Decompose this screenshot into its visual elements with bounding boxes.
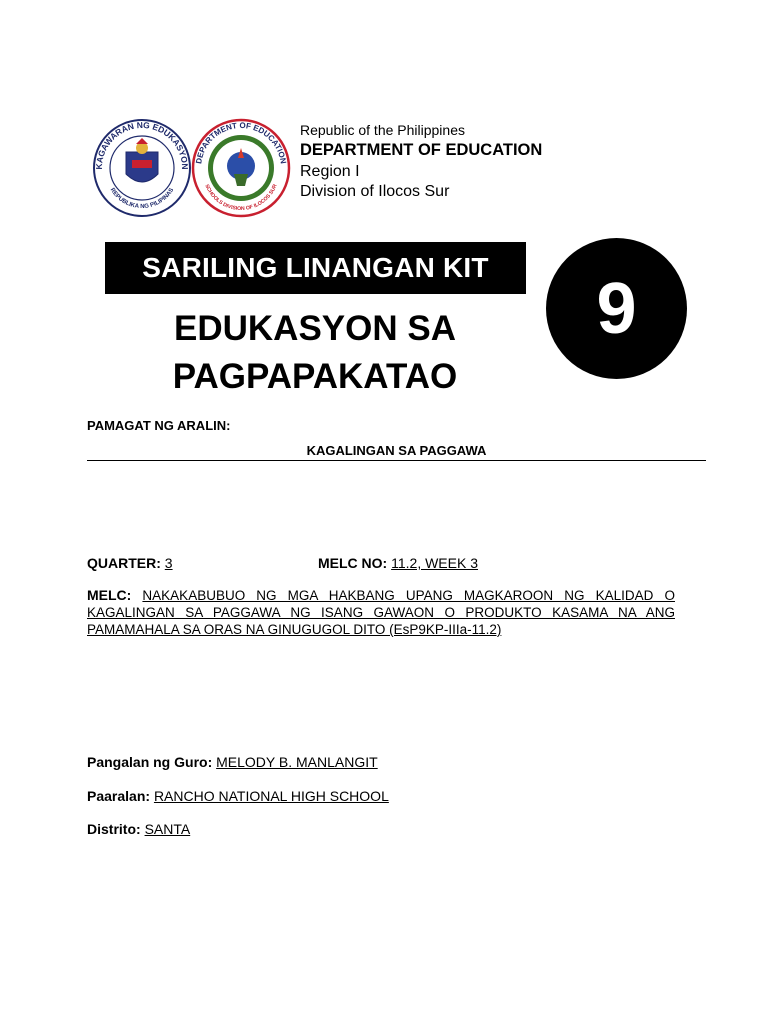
lesson-title-value: KAGALINGAN SA PAGGAWA <box>306 443 487 458</box>
division-seal-lettering <box>191 118 291 218</box>
letterhead-department: DEPARTMENT OF EDUCATION <box>300 141 543 159</box>
teacher-value: MELODY B. MANLANGIT <box>216 754 378 770</box>
teacher-field <box>87 754 378 770</box>
school-field <box>87 788 389 804</box>
svg-text:DEPARTMENT OF EDUCATION <box>194 121 288 165</box>
school-value: RANCHO NATIONAL HIGH SCHOOL <box>153 788 389 804</box>
svg-text:REPUBLIKA NG PILIPINAS <box>109 187 176 210</box>
kit-title-banner: SARILING LINANGAN KIT <box>105 242 526 294</box>
melc-no-value: 11.2, WEEK 3 <box>391 555 479 571</box>
subject-title-line2: PAGPAPAKATAO <box>172 357 458 396</box>
subject-title <box>108 305 522 401</box>
deped-seal-bottom-text: REPUBLIKA NG PILIPINAS <box>108 187 176 211</box>
lesson-title-label: PAMAGAT NG ARALIN: <box>87 418 231 433</box>
letterhead <box>300 123 542 200</box>
svg-text:SCHOOLS DIVISION OF ILOCOS SUR <box>203 183 278 212</box>
melc-field <box>87 587 675 638</box>
deped-seal-lettering <box>92 118 192 218</box>
school-label: Paaralan: <box>87 788 151 804</box>
melc-value: NAKAKABUBUO NG MGA HAKBANG UPANG MAGKAROON NG KALIDAD O KAGALINGAN SA PAGGAWA NG ISANG GAWAON O PRODUKTO KASAMA NA ANG PAMAMAHALA SA ORAS NA GINUGUGOL DITO (EsP9KP-IIIa-11.2) <box>87 588 675 637</box>
letterhead-republic: Republic of the Philippines <box>300 122 465 138</box>
letterhead-division: Division of Ilocos Sur <box>300 182 450 200</box>
quarter-value: 3 <box>164 555 173 571</box>
melc-no-label: MELC NO: <box>318 555 388 571</box>
quarter-field <box>87 555 173 571</box>
district-label: Distrito: <box>87 821 141 837</box>
svg-text:KAGAWARAN NG EDUKASYON <box>94 120 190 170</box>
division-seal-top-text: DEPARTMENT OF EDUCATION <box>194 120 288 165</box>
division-seal-bottom-text: SCHOOLS DIVISION OF ILOCOS SUR <box>203 183 279 213</box>
lesson-title-underline <box>87 460 706 461</box>
district-field <box>87 821 190 837</box>
deped-seal-logo <box>92 118 192 218</box>
quarter-label: QUARTER: <box>87 555 161 571</box>
grade-badge: 9 <box>546 238 687 379</box>
deped-seal-top-text: KAGAWARAN NG EDUKASYON <box>93 119 191 170</box>
melc-label: MELC: <box>87 587 132 603</box>
subject-title-line1: EDUKASYON SA <box>174 309 456 348</box>
division-seal-logo <box>191 118 291 218</box>
letterhead-region: Region I <box>300 162 360 180</box>
teacher-label: Pangalan ng Guro: <box>87 754 213 770</box>
melc-no-field <box>318 555 478 571</box>
district-value: SANTA <box>144 821 191 837</box>
